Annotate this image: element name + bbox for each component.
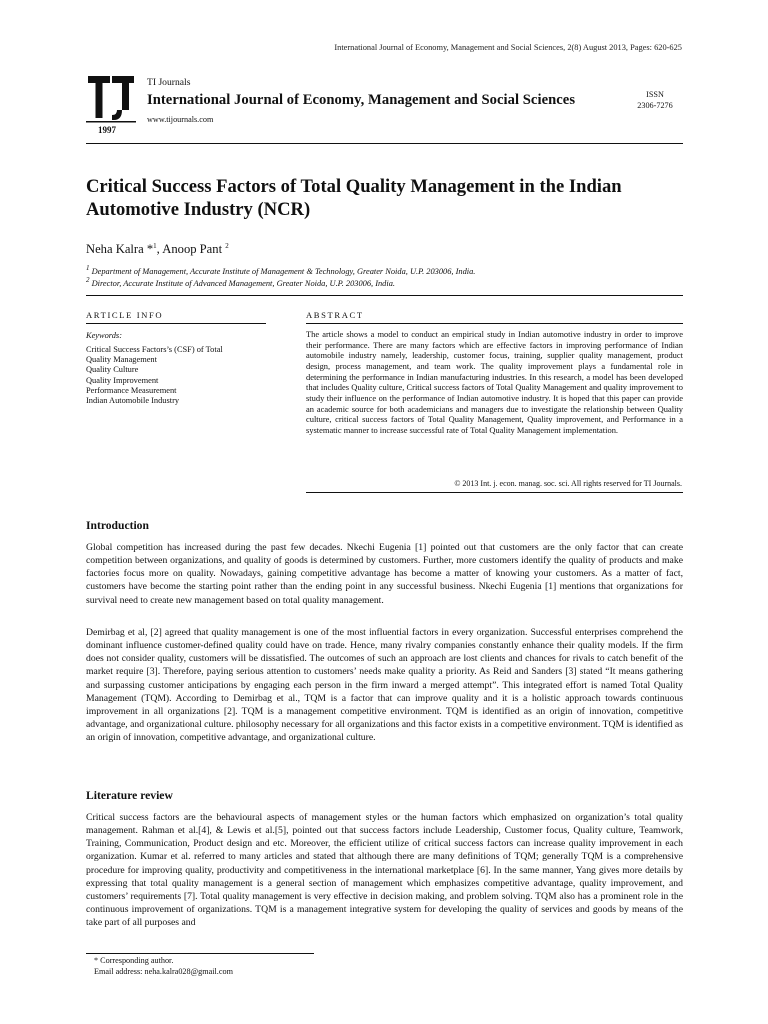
author-name: Neha Kalra *	[86, 242, 154, 256]
section-rule	[86, 295, 683, 296]
affiliation-mark: 1	[86, 264, 90, 273]
author-separator: ,	[156, 242, 163, 256]
copyright-notice: © 2013 Int. j. econ. manag. soc. sci. All rights reserved for TI Journals.	[454, 479, 682, 488]
footnote-rule	[86, 953, 314, 954]
issn-block	[627, 90, 683, 111]
author-affil-mark: 2	[225, 241, 229, 250]
publisher-name: TI Journals	[147, 77, 191, 88]
keyword-item: Performance Measurement	[86, 385, 177, 395]
issn-number: 2306-7276	[637, 100, 673, 110]
keyword-item: Indian Automobile Industry	[86, 396, 180, 406]
affiliation	[86, 276, 395, 288]
keyword-item: Critical Success Factors’s (CSF) of Total	[86, 345, 223, 354]
keyword-item: Quality Improvement	[86, 375, 159, 385]
abstract-text: The article shows a model to conduct an empirical study in Indian automotive industry in order to improve their performance. There are many factors which are effective factors in improving performance of Indian automobile industry namely, leadership, customer focus, training, supplier quality management, product design, process management, and team work. The quality improvement plays a fundamental role in determining the performance in Indian manufacturing industries. In this research, a model has been developed that includes Quality culture, Critical success factors of Total Quality Management and quality improvement to study their influence on the performance of Indian automotive industry. It is hoped that this paper can provide an academic source for both academicians and managers due to investigate the relationship between Quality culture, critical success factors of Total Quality Management, Quality improvement, and Performance in a systematic manner to increase successful rate of Total Quality Management implementation.	[306, 329, 683, 435]
article-info-heading: ARTICLE INFO	[86, 310, 164, 320]
keyword-item: Quality Management	[86, 355, 157, 365]
body-paragraph: Global competition has increased during the past few decades. Nkechi Eugenia [1] pointed out that customers are the only factor that can create competition between organizations, and quality of goods is determined by customers. Further, more customers identify the quality of products and make factories focus more on quality. Nowadays, gaining competitive advantage has become a matter of knowing your customers. As a matter of fact, customers have become the starting point rather than the ending point in any successful business. Nkechi Eugenia [1] mentions that organizations for survival need to create new management based on total quality management.	[86, 542, 683, 606]
journal-url[interactable]: www.tijournals.com	[147, 115, 214, 124]
paper-title: Critical Success Factors of Total Quality Management in the Indian Automotive Industry (NCR)	[86, 176, 622, 220]
body-paragraph: Demirbag et al, [2] agreed that quality management is one of the most influential factors in every organization. Successful enterprises comprehend the dominant influence customer-defined quality could have on trade. Hence, many rivalry companies constantly enhance their quality models. If the firm does not consider quality, customers will be dissatisfied. The outcomes of such an approach are lost clients and chances for rivals to catch benefit of the market require [3]. Therefore, paying serious attention to customers’ needs make quality a priority. As Reid and Sanders [3] stated “It means gathering and surpassing customer anticipations by engaging each person in the firm inward a merged attempt”. This integrated effort is named Total Quality Management (TQM). According to Demirbag et al., TQM is a factor that can improve quality and it is a holistic approach towards continuous improvement in all organizations [2]. TQM is a management competitive environment. TQM is identified as an origin of innovation, competitive advantage, and organizational culture. philosophy necessary for all organizations and this factor exists in a competitive environment. TQM is identified as an origin of innovation, competitive advantage, and organizational culture.	[86, 627, 683, 744]
introduction-heading: Introduction	[86, 519, 149, 532]
literature-review-heading: Literature review	[86, 789, 173, 802]
footnote-email: Email address: neha.kalra028@gmail.com	[94, 967, 233, 976]
keywords-label: Keywords:	[86, 331, 122, 340]
article-info-rule	[86, 323, 266, 324]
header-rule	[86, 143, 683, 144]
abstract-bottom-rule	[306, 492, 683, 493]
affiliation	[86, 264, 476, 276]
author-affil-mark: 1	[153, 241, 157, 250]
journal-title: International Journal of Economy, Management and Social Sciences	[147, 92, 576, 108]
running-head: International Journal of Economy, Management and Social Sciences, 2(8) August 2013, Pages: 620-625	[334, 43, 682, 52]
body-paragraph: Critical success factors are the behavioural aspects of management styles or the human factors which emphasized on organization’s total quality management. Rahman et al.[4], & Lewis et al.[5], pointed out that success factors include Leadership, Customer focus, Quality culture, Teamwork, Training, Communication, Product design and etc. Moreover, the efficient utilize of critical success factors can increase quality improvement in each organization. Kumar et al. referred to many articles and stated that although there are many definitions of TQM; generally TQM is a comprehensive procedure for improving quality, productivity and competitiveness in the international marketplace [6]. In the same manner, Yang gives more details by expressing that total quality management is a general section of management which emphasizes competitive advantage, quality improvement, and customers’ requirements [7]. Total quality management is very effective in decision making, and problem solving. TQM also has a prominent role in the continuous improvement of organizations. TQM is a management integrative system for developing the quality of services and goods by means of the take part of all purposes and	[86, 812, 683, 929]
keywords-list	[86, 345, 262, 406]
keyword-item: Quality Culture	[86, 365, 139, 375]
logo-year: 1997	[98, 125, 116, 135]
author-name: Anoop Pant	[162, 242, 226, 256]
issn-label: ISSN	[646, 90, 664, 99]
affiliation-mark: 2	[86, 276, 90, 285]
abstract-heading: ABSTRACT	[306, 310, 364, 320]
affiliation-text: Director, Accurate Institute of Advanced Management, Greater Noida, U.P. 203006, India.	[89, 279, 395, 288]
abstract-rule	[306, 323, 683, 324]
footnote-corresponding-author: * Corresponding author.	[94, 956, 174, 965]
affiliation-text: Department of Management, Accurate Institute of Management & Technology, Greater Noida, U.P. 203006, India.	[89, 267, 476, 276]
journal-logo	[86, 72, 136, 136]
author-list	[86, 242, 229, 257]
